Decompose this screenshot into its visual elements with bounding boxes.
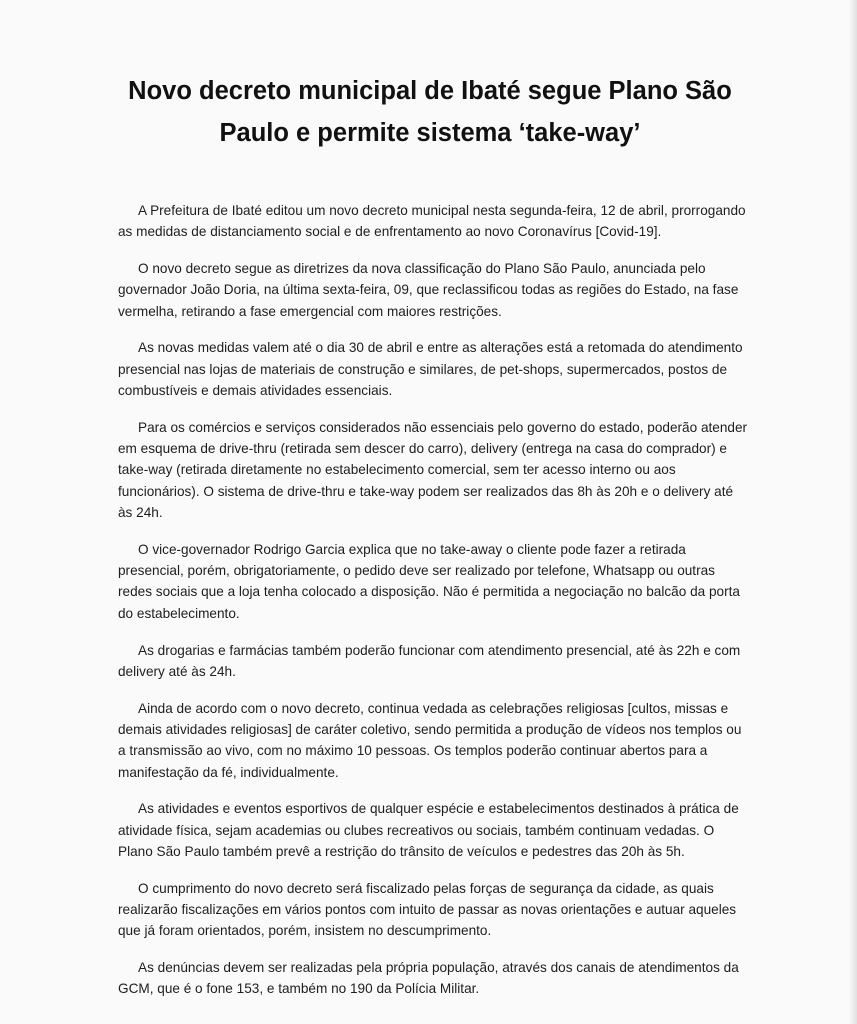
paragraph: As atividades e eventos esportivos de qualquer espécie e estabelecimentos destinados à prática de atividade física, sejam academias ou clubes recreativos ou sociais, também continuam vedadas. O Plano São Paulo também prevê a restrição do trânsito de veículos e pedestres das 20h às 5h. bbox=[118, 801, 739, 859]
paragraph: As drogarias e farmácias também poderão funcionar com atendimento presencial, até às 22h e com delivery até às 24h. bbox=[118, 642, 741, 679]
paragraph: O vice-governador Rodrigo Garcia explica que no take-away o cliente pode fazer a retirada presencial, porém, obrigatoriamente, o pedido deve ser realizado por telefone, Whatsapp ou outras redes sociais que a loja tenha colocado a disposição. Não é permitida a negociação no balcão da porta do estabelecimento. bbox=[118, 541, 740, 621]
paragraph: As novas medidas valem até o dia 30 de abril e entre as alterações está a retomada do atendimento presencial nas lojas de materiais de construção e similares, de pet-shops, supermercados, postos de combustíveis e demais atividades essenciais. bbox=[118, 340, 743, 399]
paragraph: As denúncias devem ser realizadas pela própria população, através dos canais de atendimentos da GCM, que é o fone 153, e também no 190 da Polícia Militar. bbox=[118, 960, 739, 997]
document-title: Novo decreto municipal de Ibaté segue Plano São Paulo e permite sistema ‘take-way’ bbox=[128, 77, 732, 147]
paragraph: O novo decreto segue as diretrizes da nova classificação do Plano São Paulo, anunciada pelo governador João Doria, na última sexta-feira, 09, que reclassificou todas as regiões do Estado, na fase vermelha, retirando a fase emergencial com maiores restrições. bbox=[118, 261, 739, 319]
paragraph: Para os comércios e serviços considerados não essenciais pelo governo do estado, poderão atender em esquema de drive-thru (retirada sem descer do carro), delivery (entrega na casa do comprador) e take-way (retirada diretamente no estabelecimento comercial, sem ter acesso interno ou aos funcionários). O sistema de drive-thru e take-way podem ser realizados das 8h às 20h e o delivery até às 24h. bbox=[118, 419, 748, 521]
paragraph: Ainda de acordo com o novo decreto, continua vedada as celebrações religiosas [cultos, missas e demais atividades religiosas] de caráter coletivo, sendo permitida a produção de vídeos nos templos ou a transmissão ao vivo, com no máximo 10 pessoas. Os templos poderão continuar abertos para a manifestação da fé, individualmente. bbox=[118, 700, 742, 780]
document-body bbox=[118, 200, 748, 1015]
page-edge-shadow bbox=[849, 0, 857, 1024]
paragraph: O cumprimento do novo decreto será fiscalizado pelas forças de segurança da cidade, as quais realizarão fiscalizações em vários pontos com intuito de passar as novas orientações e autuar aqueles que já foram orientados, porém, insistem no descumprimento. bbox=[118, 880, 737, 939]
paragraph: A Prefeitura de Ibaté editou um novo decreto municipal nesta segunda-feira, 12 de abril, prorrogando as medidas de distanciamento social e de enfrentamento ao novo Coronavírus [Covid-19]. bbox=[118, 203, 746, 240]
